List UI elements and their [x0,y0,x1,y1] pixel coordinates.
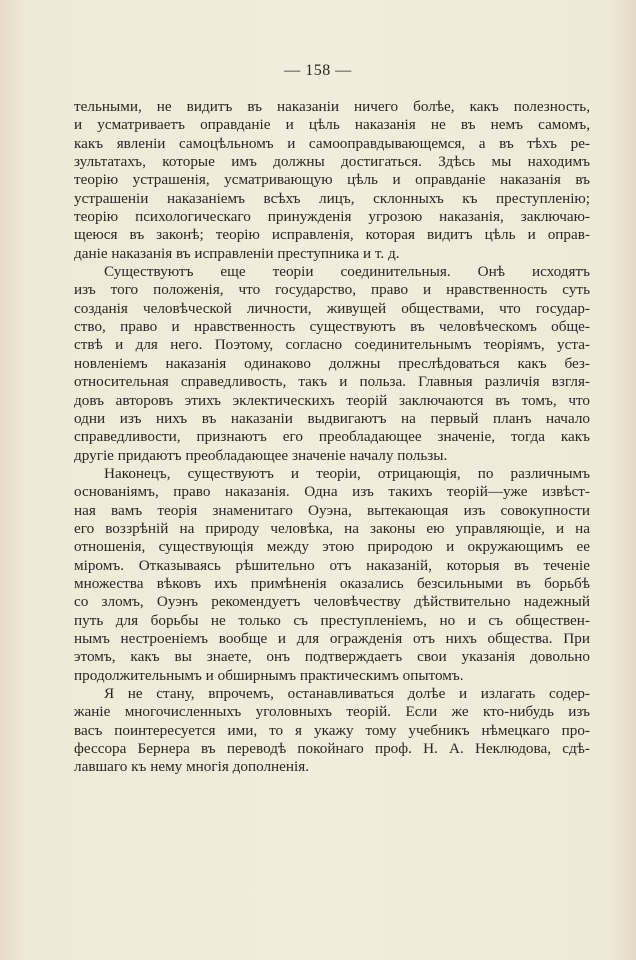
text-line: новленіемъ наказанія одинаково должны преслѣдоваться какъ без- [74,354,590,372]
text-line: основаніямъ, право наказанія. Одна изъ такихъ теорій—уже извѣст- [74,483,590,501]
text-line: путь для борьбы не только съ преступленіемъ, но и съ обществен- [74,611,590,629]
text-line: васъ поинтересуется ими, то я укажу тому учебникъ нѣмецкаго про- [74,721,590,739]
text-line: даніе наказанія въ исправленіи преступника и т. д. [74,244,400,262]
text-line: множества вѣковъ ихъ примѣненія оказались безсильными въ борьбѣ [74,574,590,592]
text-line: лавшаго къ нему многія дополненія. [74,758,310,776]
text-line: Наконецъ, существуютъ и теоріи, отрицающія, по различнымъ [104,464,590,482]
text-line: отношенія, существующія между этою природою и окружающимъ ее [74,538,590,556]
text-line: теорію устрашенія, усматривающую цѣль и оправданіе наказанія въ [74,171,590,189]
text-line: нымъ нестроеніемъ вообще и для огражденія отъ нихъ общества. При [74,629,590,647]
text-line: жаніе многочисленныхъ уголовныхъ теорій. Если же кто-нибудь изъ [74,703,590,721]
text-line: довъ авторовъ этихъ эклектическихъ теорій заключаются въ томъ, что [74,391,590,409]
text-line: его воззрѣній на природу человѣка, на законы ею управляющіе, и на [74,519,590,537]
body-text [74,98,590,777]
text-line: ство, право и нравственность существуютъ въ человѣческомъ обще- [74,318,590,336]
text-line: ствѣ и для него. Поэтому, согласно соединительнымъ теоріямъ, уста- [74,336,590,354]
text-line: одни изъ нихъ въ наказаніи выдвигаютъ на первый планъ начало [74,409,590,427]
text-line: фессора Бернера въ переводѣ покойнаго проф. Н. А. Неклюдова, сдѣ- [74,740,590,758]
text-line: справедливости, признаютъ его преобладающее значеніе, тогда какъ [74,428,590,446]
text-line: щеюся въ законѣ; теорію исправленія, которая видитъ цѣль и оправ- [74,226,590,244]
text-line: относительная справедливость, такъ и польза. Главныя различія взгля- [74,373,590,391]
text-line: созданія человѣческой личности, живущей обществами, что государ- [74,299,590,317]
text-line: этомъ, какъ вы знаете, онъ подтверждаетъ свои указанія довольно [74,648,590,666]
text-line: устрашеніи наказаніемъ всѣхъ лицъ, склонныхъ къ преступленію; [74,189,590,207]
text-line: изъ того положенія, что государство, право и нравственность суть [74,281,590,299]
text-line: Я не стану, впрочемъ, останавливаться долѣе и излагать содер- [104,685,590,702]
text-line: теорію психологическаго принужденія угрозою наказанія, заключаю- [74,208,590,226]
text-line: тельными, не видитъ въ наказаніи ничего болѣе, какъ полезность, [74,98,590,115]
text-line: ная вамъ теорія знаменитаго Оуэна, вытекающая изъ совокупности [74,501,590,519]
text-line: со зломъ, Оуэнъ рекомендуетъ человѣчеству дѣйствительно надежный [74,593,590,611]
text-line: Существуютъ еще теоріи соединительныя. Онѣ исходятъ [104,263,590,281]
text-line: міромъ. Отказываясь рѣшительно отъ наказаній, которыя въ теченіе [74,556,590,574]
page-number: — 158 — [284,62,352,79]
text-line: продолжительнымъ и обширнымъ практическимъ опытомъ. [74,666,464,684]
text-line: и усматриваетъ оправданіе и цѣль наказанія не въ немъ самомъ, [74,116,590,134]
text-line: другіе придаютъ преобладающее значеніе началу пользы. [74,446,448,464]
text-line: какъ явленіи самоцѣльномъ и самооправдывающемся, а въ тѣхъ ре- [74,134,590,152]
text-line: зультатахъ, которые имъ должны достигаться. Здѣсь мы находимъ [74,153,590,171]
